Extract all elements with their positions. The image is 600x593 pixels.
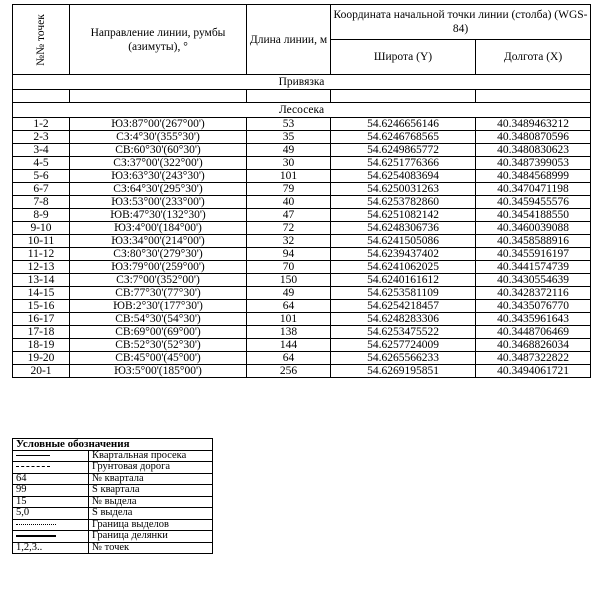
legend-symbol	[13, 485, 89, 497]
longitude-cell: 40.3458588916	[476, 235, 591, 248]
data-rows	[13, 118, 591, 378]
point-cell: 14-15	[13, 287, 70, 300]
length-cell: 144	[247, 339, 331, 352]
table-row	[13, 287, 591, 300]
table-row	[13, 274, 591, 287]
legend-symbol	[13, 496, 89, 508]
legend-line-dash-icon	[16, 466, 50, 467]
coordinate-group-header: Координата начальной точки линии (столба) (WGS-84)	[331, 5, 591, 40]
longitude-cell: 40.3435076770	[476, 300, 591, 313]
direction-column-header: Направление линии, румбы (азимуты), °	[70, 5, 247, 75]
length-cell: 72	[247, 222, 331, 235]
length-cell: 101	[247, 170, 331, 183]
legend-symbol	[13, 450, 89, 462]
longitude-cell: 40.3454188550	[476, 209, 591, 222]
table-row	[13, 313, 591, 326]
length-cell: 49	[247, 144, 331, 157]
legend-label: S выдела	[89, 508, 213, 520]
direction-cell: СЗ:4°30'(355°30')	[70, 131, 247, 144]
direction-cell: ЮЗ:5°00'(185°00')	[70, 365, 247, 378]
legend-line-thick-icon	[16, 535, 56, 537]
point-cell: 12-13	[13, 261, 70, 274]
legend-label: № квартала	[89, 473, 213, 485]
longitude-cell: 40.3468826034	[476, 339, 591, 352]
latitude-cell: 54.6253475522	[331, 326, 476, 339]
legend-label: Граница выделов	[89, 519, 213, 531]
latitude-cell: 54.6246656146	[331, 118, 476, 131]
legend-symbol	[13, 542, 89, 554]
length-cell: 94	[247, 248, 331, 261]
latitude-cell: 54.6257724009	[331, 339, 476, 352]
direction-cell: СВ:69°00'(69°00')	[70, 326, 247, 339]
longitude-cell: 40.3480870596	[476, 131, 591, 144]
longitude-cell: 40.3480830623	[476, 144, 591, 157]
table-row	[13, 352, 591, 365]
direction-cell: ЮЗ:79°00'(259°00')	[70, 261, 247, 274]
point-cell: 9-10	[13, 222, 70, 235]
longitude-cell: 40.3435961643	[476, 313, 591, 326]
direction-cell: СЗ:7°00'(352°00')	[70, 274, 247, 287]
legend-label: Грунтовая дорога	[89, 462, 213, 474]
longitude-cell: 40.3487399053	[476, 157, 591, 170]
legend-symbol	[13, 473, 89, 485]
table-row	[13, 261, 591, 274]
point-cell: 7-8	[13, 196, 70, 209]
legend-symbol	[13, 531, 89, 543]
point-cell: 10-11	[13, 235, 70, 248]
coordinates-table	[12, 4, 591, 378]
length-cell: 30	[247, 157, 331, 170]
table-row	[13, 131, 591, 144]
legend-symbol-text: 1,2,3..	[16, 541, 43, 553]
legend-label: № точек	[89, 542, 213, 554]
table-row	[13, 326, 591, 339]
longitude-cell: 40.3455916197	[476, 248, 591, 261]
point-cell: 2-3	[13, 131, 70, 144]
latitude-cell: 54.6246768565	[331, 131, 476, 144]
latitude-cell: 54.6250031263	[331, 183, 476, 196]
length-cell: 138	[247, 326, 331, 339]
latitude-cell: 54.6265566233	[331, 352, 476, 365]
latitude-cell: 54.6240161612	[331, 274, 476, 287]
longitude-cell: 40.3484568999	[476, 170, 591, 183]
legend-row	[13, 485, 213, 497]
point-cell: 5-6	[13, 170, 70, 183]
latitude-cell: 54.6269195851	[331, 365, 476, 378]
legend-symbol-text: 99	[16, 484, 27, 496]
table-row	[13, 300, 591, 313]
table-row	[13, 144, 591, 157]
point-cell: 4-5	[13, 157, 70, 170]
length-column-header: Длина линии, м	[247, 5, 331, 75]
legend-symbol	[13, 462, 89, 474]
empty-row	[13, 90, 591, 103]
legend-line-solid-icon	[16, 455, 50, 456]
latitude-cell: 54.6253581109	[331, 287, 476, 300]
length-cell: 101	[247, 313, 331, 326]
point-cell: 18-19	[13, 339, 70, 352]
latitude-cell: 54.6253782860	[331, 196, 476, 209]
legend-row	[13, 473, 213, 485]
longitude-cell: 40.3448706469	[476, 326, 591, 339]
table-row	[13, 170, 591, 183]
table-row	[13, 183, 591, 196]
length-cell: 35	[247, 131, 331, 144]
longitude-cell: 40.3494061721	[476, 365, 591, 378]
length-cell: 256	[247, 365, 331, 378]
direction-cell: ЮЗ:4°00'(184°00')	[70, 222, 247, 235]
direction-cell: ЮЗ:34°00'(214°00')	[70, 235, 247, 248]
table-row	[13, 157, 591, 170]
points-column-header	[13, 5, 70, 75]
longitude-column-header: Долгота (X)	[476, 40, 591, 75]
legend-line-dots-icon	[16, 524, 56, 525]
table-row	[13, 339, 591, 352]
legend-row	[13, 542, 213, 554]
point-cell: 16-17	[13, 313, 70, 326]
latitude-cell: 54.6254083694	[331, 170, 476, 183]
latitude-column-header: Широта (Y)	[331, 40, 476, 75]
legend-row	[13, 508, 213, 520]
longitude-cell: 40.3459455576	[476, 196, 591, 209]
point-cell: 13-14	[13, 274, 70, 287]
latitude-cell: 54.6249865772	[331, 144, 476, 157]
longitude-cell: 40.3428372116	[476, 287, 591, 300]
latitude-cell: 54.6239437402	[331, 248, 476, 261]
direction-cell: ЮЗ:53°00'(233°00')	[70, 196, 247, 209]
legend-symbol-text: 5,0	[16, 507, 30, 519]
direction-cell: ЮЗ:63°30'(243°30')	[70, 170, 247, 183]
table-row	[13, 248, 591, 261]
direction-cell: СЗ:64°30'(295°30')	[70, 183, 247, 196]
legend-title: Условные обозначения	[13, 439, 213, 451]
direction-cell: ЮЗ:87°00'(267°00')	[70, 118, 247, 131]
direction-cell: СВ:54°30'(54°30')	[70, 313, 247, 326]
latitude-cell: 54.6251776366	[331, 157, 476, 170]
legend-symbol	[13, 508, 89, 520]
section-plot: Лесосека	[13, 103, 591, 118]
length-cell: 64	[247, 352, 331, 365]
point-cell: 1-2	[13, 118, 70, 131]
direction-cell: СВ:52°30'(52°30')	[70, 339, 247, 352]
legend-row	[13, 462, 213, 474]
table-row	[13, 235, 591, 248]
point-cell: 19-20	[13, 352, 70, 365]
length-cell: 49	[247, 287, 331, 300]
table-row	[13, 209, 591, 222]
direction-cell: ЮВ:47°30'(132°30')	[70, 209, 247, 222]
legend-row	[13, 519, 213, 531]
point-cell: 8-9	[13, 209, 70, 222]
point-cell: 11-12	[13, 248, 70, 261]
legend-symbol-text: 64	[16, 472, 27, 484]
length-cell: 64	[247, 300, 331, 313]
point-cell: 15-16	[13, 300, 70, 313]
length-cell: 53	[247, 118, 331, 131]
length-cell: 150	[247, 274, 331, 287]
table-row	[13, 365, 591, 378]
latitude-cell: 54.6241505086	[331, 235, 476, 248]
direction-cell: СВ:45°00'(45°00')	[70, 352, 247, 365]
length-cell: 70	[247, 261, 331, 274]
direction-cell: СВ:77°30'(77°30')	[70, 287, 247, 300]
latitude-cell: 54.6251082142	[331, 209, 476, 222]
point-cell: 20-1	[13, 365, 70, 378]
legend-row	[13, 531, 213, 543]
longitude-cell: 40.3489463212	[476, 118, 591, 131]
legend-label: Граница делянки	[89, 531, 213, 543]
legend-label: № выдела	[89, 496, 213, 508]
legend-row	[13, 496, 213, 508]
legend-label: S квартала	[89, 485, 213, 497]
latitude-cell: 54.6248306736	[331, 222, 476, 235]
length-cell: 79	[247, 183, 331, 196]
table-row	[13, 118, 591, 131]
longitude-cell: 40.3470471198	[476, 183, 591, 196]
legend-label: Квартальная просека	[89, 450, 213, 462]
longitude-cell: 40.3460039088	[476, 222, 591, 235]
legend-row	[13, 450, 213, 462]
longitude-cell: 40.3441574739	[476, 261, 591, 274]
longitude-cell: 40.3487322822	[476, 352, 591, 365]
legend-symbol-text: 15	[16, 495, 27, 507]
legend-symbol	[13, 519, 89, 531]
length-cell: 40	[247, 196, 331, 209]
section-tie: Привязка	[13, 75, 591, 90]
longitude-cell: 40.3430554639	[476, 274, 591, 287]
direction-cell: ЮВ:2°30'(177°30')	[70, 300, 247, 313]
latitude-cell: 54.6241062025	[331, 261, 476, 274]
legend-table	[12, 438, 213, 554]
latitude-cell: 54.6248283306	[331, 313, 476, 326]
point-cell: 3-4	[13, 144, 70, 157]
direction-cell: СЗ:37°00'(322°00')	[70, 157, 247, 170]
direction-cell: СЗ:80°30'(279°30')	[70, 248, 247, 261]
length-cell: 47	[247, 209, 331, 222]
table-row	[13, 196, 591, 209]
point-cell: 17-18	[13, 326, 70, 339]
point-cell: 6-7	[13, 183, 70, 196]
points-column-label: №№ точек	[35, 13, 47, 66]
direction-cell: СВ:60°30'(60°30')	[70, 144, 247, 157]
latitude-cell: 54.6254218457	[331, 300, 476, 313]
length-cell: 32	[247, 235, 331, 248]
table-row	[13, 222, 591, 235]
